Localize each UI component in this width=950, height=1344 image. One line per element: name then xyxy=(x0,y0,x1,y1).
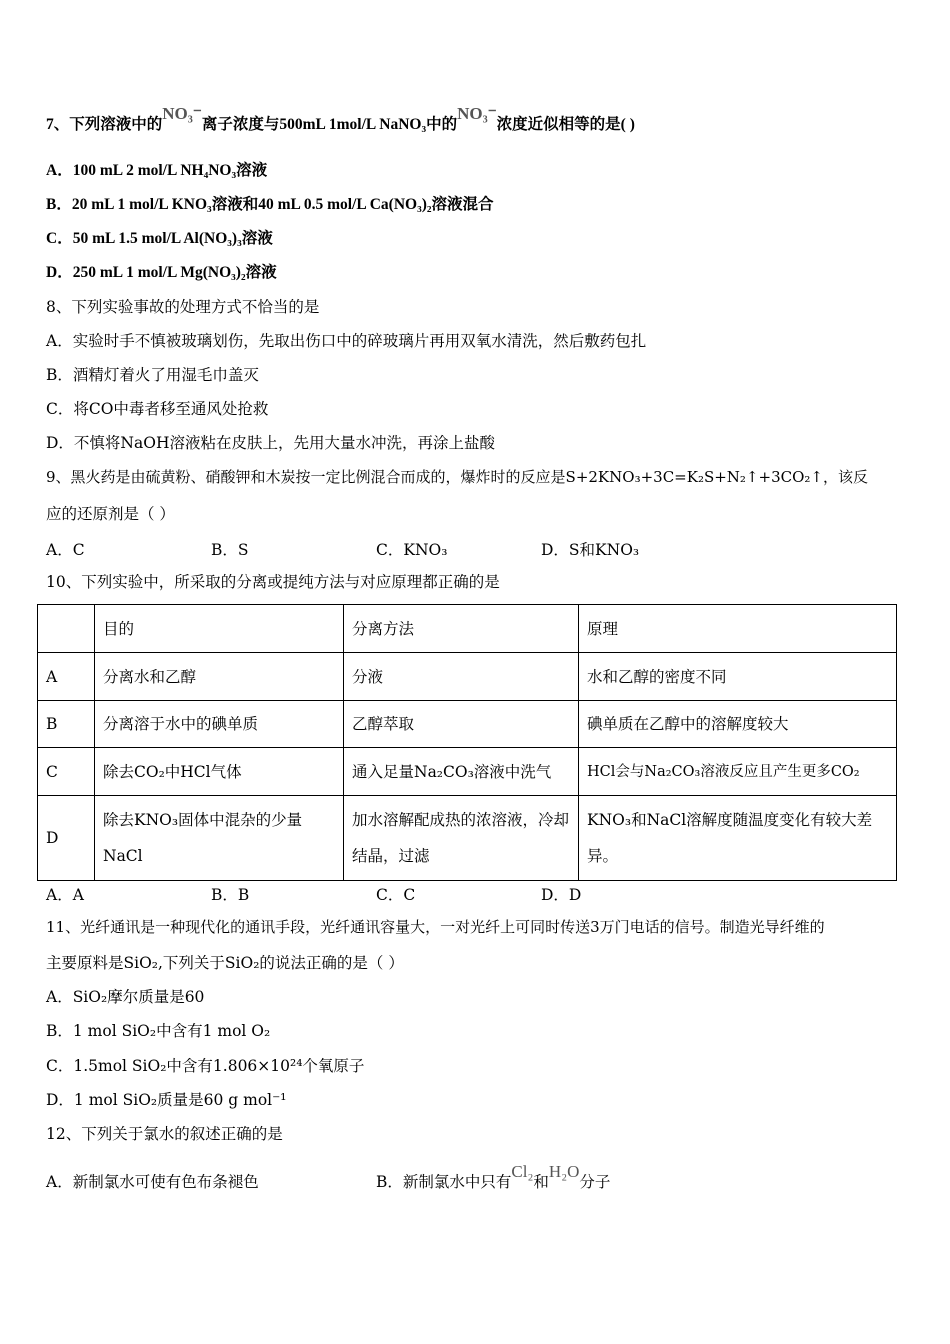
table-cell: 加水溶解配成热的浓溶液，冷却结晶，过滤 xyxy=(344,796,579,881)
q7-option-b: B．20 mL 1 mol/L KNO₃溶液和40 mL 0.5 mol/L Ca(NO₃)₂溶液混合 xyxy=(46,196,494,213)
table-cell: 除去KNO₃固体中混杂的少量NaCl xyxy=(95,796,344,881)
q8-stem: 8、下列实验事故的处理方式不恰当的是 xyxy=(46,298,320,316)
table-row xyxy=(38,748,897,796)
q10-option-c: C．C xyxy=(376,886,416,904)
table-header: 目的 xyxy=(95,605,344,653)
q11-option-b: B．1 mol SiO₂中含有1 mol O₂ xyxy=(46,1022,271,1040)
q12-stem: 12、下列关于氯水的叙述正确的是 xyxy=(46,1125,283,1143)
table-cell: 分液 xyxy=(344,653,579,701)
q12-option-b-text: B．新制氯水中只有 xyxy=(376,1173,512,1191)
q12-option-b-text: 分子 xyxy=(579,1173,611,1191)
q10-stem: 10、下列实验中，所采取的分离或提纯方法与对应原理都正确的是 xyxy=(46,573,500,591)
q10-option-d: D．D xyxy=(541,886,582,904)
table-header: 原理 xyxy=(579,605,897,653)
table-row xyxy=(38,653,897,701)
table-row xyxy=(38,701,897,748)
q8-option-a: A．实验时手不慎被玻璃划伤，先取出伤口中的碎玻璃片再用双氧水清洗，然后敷药包扎 xyxy=(46,332,647,350)
chlorine-formula: Cl₂ xyxy=(511,1162,534,1181)
q7-option-c: C．50 mL 1.5 mol/L Al(NO₃)₃溶液 xyxy=(46,230,273,247)
q10-option-a: A．A xyxy=(46,886,84,904)
q9-option-c: C．KNO₃ xyxy=(376,541,448,559)
q11-option-d: D．1 mol SiO₂质量是60 g mol⁻¹ xyxy=(46,1091,287,1109)
water-formula: H₂O xyxy=(548,1162,580,1181)
q9-option-a: A．C xyxy=(46,541,85,559)
table-cell: KNO₃和NaCl溶解度随温度变化有较大差异。 xyxy=(579,796,897,881)
q11-stem-line1: 11、光纤通讯是一种现代化的通讯手段，光纤通讯容量大，一对光纤上可同时传送3万门电话的信号。制造光导纤维的 xyxy=(46,918,825,936)
q7-option-a: A．100 mL 2 mol/L NH₄NO₃溶液 xyxy=(46,162,268,179)
q11-stem-line2: 主要原料是SiO₂,下列关于SiO₂的说法正确的是（ ） xyxy=(46,954,404,972)
table-cell: 乙醇萃取 xyxy=(344,701,579,748)
table-cell: 水和乙醇的密度不同 xyxy=(579,653,897,701)
table-cell: 分离水和乙醇 xyxy=(95,653,344,701)
q10-table xyxy=(37,604,897,881)
table-cell: 除去CO₂中HCl气体 xyxy=(95,748,344,796)
table-header xyxy=(38,605,95,653)
q7-stem xyxy=(46,104,635,135)
q8-option-b: B．酒精灯着火了用湿毛巾盖灭 xyxy=(46,366,259,384)
q7-option-d: D．250 mL 1 mol/L Mg(NO₃)₂溶液 xyxy=(46,264,277,281)
q7-stem-part: 7、下列溶液中的 xyxy=(46,116,163,133)
q9-stem-line2: 应的还原剂是（ ） xyxy=(46,505,175,523)
table-header-row xyxy=(38,605,897,653)
table-cell: B xyxy=(38,701,95,748)
q12-option-b xyxy=(376,1162,611,1192)
q12-option-a: A．新制氯水可使有色布条褪色 xyxy=(46,1173,259,1191)
table-cell: HCl会与Na₂CO₃溶液反应且产生更多CO₂ xyxy=(579,748,897,796)
table-cell: C xyxy=(38,748,95,796)
q9-option-d: D．S和KNO₃ xyxy=(541,541,640,559)
q10-option-b: B．B xyxy=(211,886,250,904)
q8-option-c: C．将CO中毒者移至通风处抢救 xyxy=(46,400,269,418)
table-cell: 通入足量Na₂CO₃溶液中洗气 xyxy=(344,748,579,796)
table-header: 分离方法 xyxy=(344,605,579,653)
table-row xyxy=(38,796,897,881)
table-cell: D xyxy=(38,796,95,881)
q12-option-b-text: 和 xyxy=(533,1173,549,1191)
table-cell: A xyxy=(38,653,95,701)
q7-stem-part: 浓度近似相等的是( ) xyxy=(496,116,635,133)
q7-stem-part: 离子浓度与500mL 1mol/L NaNO₃中的 xyxy=(201,116,458,133)
q9-stem-line1: 9、黑火药是由硫黄粉、硝酸钾和木炭按一定比例混合而成的，爆炸时的反应是S+2KNO₃+3C=K₂S+N₂↑+3CO₂↑，该反 xyxy=(46,468,868,486)
q11-option-a: A．SiO₂摩尔质量是60 xyxy=(46,988,205,1006)
q11-option-c: C．1.5mol SiO₂中含有1.806×10²⁴个氧原子 xyxy=(46,1057,365,1075)
q8-option-d: D．不慎将NaOH溶液粘在皮肤上，先用大量水冲洗，再涂上盐酸 xyxy=(46,434,495,452)
nitrate-ion: NO₃⁻ xyxy=(457,104,497,123)
nitrate-ion: NO₃⁻ xyxy=(162,104,202,123)
q9-option-b: B．S xyxy=(211,541,249,559)
table-cell: 分离溶于水中的碘单质 xyxy=(95,701,344,748)
table-cell: 碘单质在乙醇中的溶解度较大 xyxy=(579,701,897,748)
